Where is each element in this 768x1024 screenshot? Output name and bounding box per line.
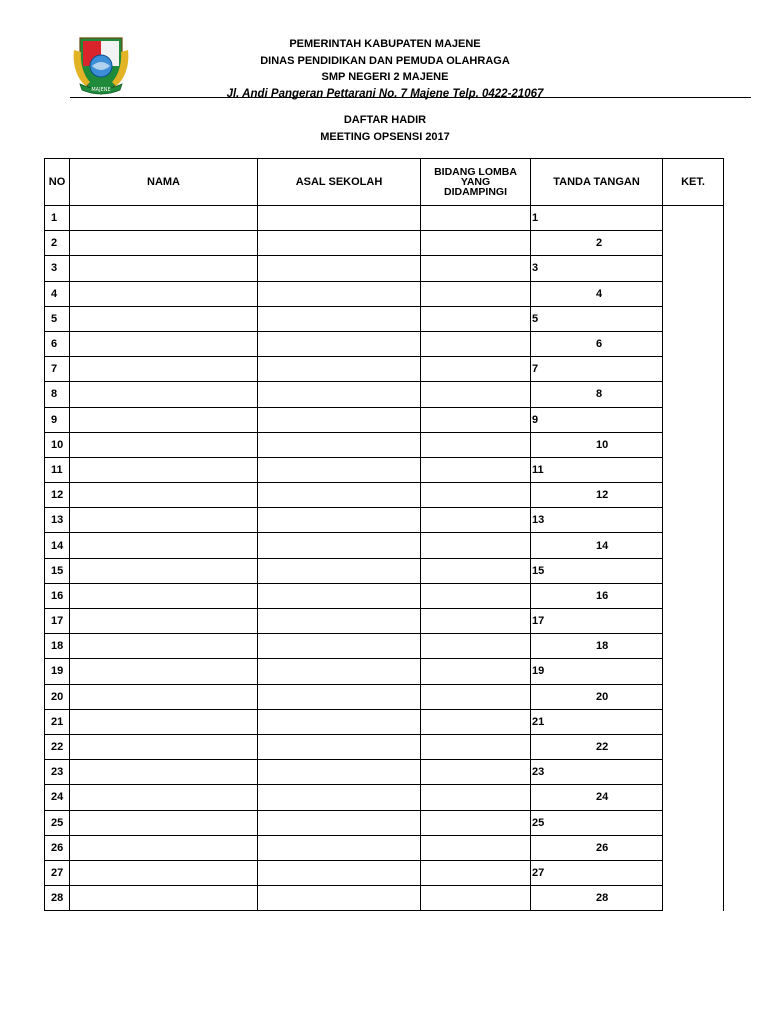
- tanda-tangan-cell: 18: [531, 634, 663, 659]
- table-row: [45, 810, 724, 835]
- school-name: SMP NEGERI 2 MAJENE: [321, 71, 449, 83]
- tanda-tangan-cell: 15: [531, 558, 663, 583]
- nama-cell: [70, 634, 258, 659]
- asal-sekolah-cell: [258, 231, 421, 256]
- tanda-tangan-cell: 6: [531, 331, 663, 356]
- asal-sekolah-cell: [258, 835, 421, 860]
- table-row: [45, 306, 724, 331]
- table-header-row: [45, 159, 724, 206]
- table-row: [45, 659, 724, 684]
- table-row: [45, 508, 724, 533]
- table-row: [45, 432, 724, 457]
- table-row: [45, 634, 724, 659]
- bidang-lomba-cell: [421, 281, 531, 306]
- header-no: NO: [45, 159, 70, 206]
- department-name: DINAS PENDIDIKAN DAN PEMUDA OLAHRAGA: [260, 54, 510, 67]
- tanda-tangan-cell: 23: [531, 760, 663, 785]
- bidang-lomba-cell: [421, 684, 531, 709]
- bidang-lomba-cell: [421, 256, 531, 281]
- bidang-lomba-cell: [421, 709, 531, 734]
- header-ket: KET.: [663, 159, 724, 206]
- bidang-lomba-cell: [421, 785, 531, 810]
- row-number: 3: [45, 256, 70, 281]
- asal-sekolah-cell: [258, 609, 421, 634]
- nama-cell: [70, 508, 258, 533]
- header-bidang-line-1: BIDANG LOMBA: [434, 166, 517, 178]
- table-row: [45, 785, 724, 810]
- table-row: [45, 558, 724, 583]
- letterhead-divider: [70, 97, 751, 98]
- table-row: [45, 256, 724, 281]
- tanda-tangan-cell: 2: [531, 231, 663, 256]
- nama-cell: [70, 432, 258, 457]
- asal-sekolah-cell: [258, 331, 421, 356]
- bidang-lomba-cell: [421, 206, 531, 231]
- table-row: [45, 886, 724, 911]
- bidang-lomba-cell: [421, 306, 531, 331]
- emblem-ribbon-text: MAJENE: [91, 87, 111, 93]
- asal-sekolah-cell: [258, 886, 421, 911]
- row-number: 23: [45, 760, 70, 785]
- attendance-table: [44, 158, 724, 911]
- table-row: [45, 760, 724, 785]
- bidang-lomba-cell: [421, 432, 531, 457]
- tanda-tangan-cell: 11: [531, 457, 663, 482]
- tanda-tangan-cell: 17: [531, 609, 663, 634]
- bidang-lomba-cell: [421, 558, 531, 583]
- table-row: [45, 684, 724, 709]
- bidang-lomba-cell: [421, 483, 531, 508]
- nama-cell: [70, 533, 258, 558]
- row-number: 21: [45, 709, 70, 734]
- asal-sekolah-cell: [258, 508, 421, 533]
- tanda-tangan-cell: 21: [531, 709, 663, 734]
- asal-sekolah-cell: [258, 684, 421, 709]
- tanda-tangan-cell: 24: [531, 785, 663, 810]
- tanda-tangan-cell: 13: [531, 508, 663, 533]
- majene-regency-emblem-icon: [72, 36, 130, 96]
- row-number: 22: [45, 734, 70, 759]
- asal-sekolah-cell: [258, 558, 421, 583]
- nama-cell: [70, 760, 258, 785]
- asal-sekolah-cell: [258, 457, 421, 482]
- attendance-table-wrapper: [44, 158, 724, 911]
- tanda-tangan-cell: 14: [531, 533, 663, 558]
- tanda-tangan-cell: 12: [531, 483, 663, 508]
- nama-cell: [70, 357, 258, 382]
- tanda-tangan-cell: 1: [531, 206, 663, 231]
- row-number: 5: [45, 306, 70, 331]
- bidang-lomba-cell: [421, 457, 531, 482]
- table-row: [45, 583, 724, 608]
- bidang-lomba-cell: [421, 583, 531, 608]
- asal-sekolah-cell: [258, 206, 421, 231]
- asal-sekolah-cell: [258, 407, 421, 432]
- table-row: [45, 483, 724, 508]
- nama-cell: [70, 483, 258, 508]
- table-row: [45, 835, 724, 860]
- table-row: [45, 331, 724, 356]
- row-number: 25: [45, 810, 70, 835]
- government-name: PEMERINTAH KABUPATEN MAJENE: [289, 38, 481, 50]
- nama-cell: [70, 306, 258, 331]
- tanda-tangan-cell: 26: [531, 835, 663, 860]
- bidang-lomba-cell: [421, 508, 531, 533]
- document-title: [200, 112, 570, 146]
- row-number: 1: [45, 206, 70, 231]
- tanda-tangan-cell: 22: [531, 734, 663, 759]
- bidang-lomba-cell: [421, 634, 531, 659]
- bidang-lomba-cell: [421, 609, 531, 634]
- asal-sekolah-cell: [258, 306, 421, 331]
- row-number: 2: [45, 231, 70, 256]
- bidang-lomba-cell: [421, 382, 531, 407]
- header-tanda-tangan: TANDA TANGAN: [531, 159, 663, 206]
- nama-cell: [70, 331, 258, 356]
- row-number: 9: [45, 407, 70, 432]
- bidang-lomba-cell: [421, 734, 531, 759]
- header-bidang-line-3: DIDAMPINGI: [444, 186, 507, 198]
- row-number: 4: [45, 281, 70, 306]
- row-number: 13: [45, 508, 70, 533]
- asal-sekolah-cell: [258, 810, 421, 835]
- bidang-lomba-cell: [421, 659, 531, 684]
- row-number: 18: [45, 634, 70, 659]
- row-number: 8: [45, 382, 70, 407]
- nama-cell: [70, 281, 258, 306]
- row-number: 17: [45, 609, 70, 634]
- tanda-tangan-cell: 25: [531, 810, 663, 835]
- table-row: [45, 231, 724, 256]
- table-row: [45, 457, 724, 482]
- row-number: 11: [45, 457, 70, 482]
- bidang-lomba-cell: [421, 835, 531, 860]
- nama-cell: [70, 609, 258, 634]
- title-line-2: MEETING OPSENSI 2017: [320, 131, 450, 143]
- tanda-tangan-cell: 19: [531, 659, 663, 684]
- nama-cell: [70, 457, 258, 482]
- nama-cell: [70, 382, 258, 407]
- nama-cell: [70, 256, 258, 281]
- bidang-lomba-cell: [421, 886, 531, 911]
- nama-cell: [70, 709, 258, 734]
- asal-sekolah-cell: [258, 483, 421, 508]
- nama-cell: [70, 659, 258, 684]
- bidang-lomba-cell: [421, 331, 531, 356]
- row-number: 24: [45, 785, 70, 810]
- tanda-tangan-cell: 9: [531, 407, 663, 432]
- table-row: [45, 407, 724, 432]
- tanda-tangan-cell: 7: [531, 357, 663, 382]
- nama-cell: [70, 734, 258, 759]
- header-asal-sekolah: ASAL SEKOLAH: [258, 159, 421, 206]
- row-number: 28: [45, 886, 70, 911]
- table-row: [45, 533, 724, 558]
- tanda-tangan-cell: 10: [531, 432, 663, 457]
- nama-cell: [70, 886, 258, 911]
- school-address: Jl. Andi Pangeran Pettarani No. 7 Majene Telp. 0422-21067: [226, 87, 544, 100]
- bidang-lomba-cell: [421, 231, 531, 256]
- title-line-1: DAFTAR HADIR: [343, 114, 427, 126]
- table-row: [45, 281, 724, 306]
- asal-sekolah-cell: [258, 860, 421, 885]
- table-row: [45, 382, 724, 407]
- nama-cell: [70, 558, 258, 583]
- table-row: [45, 709, 724, 734]
- asal-sekolah-cell: [258, 634, 421, 659]
- asal-sekolah-cell: [258, 734, 421, 759]
- bidang-lomba-cell: [421, 810, 531, 835]
- row-number: 10: [45, 432, 70, 457]
- table-row: [45, 609, 724, 634]
- header-nama: NAMA: [70, 159, 258, 206]
- asal-sekolah-cell: [258, 382, 421, 407]
- nama-cell: [70, 785, 258, 810]
- header-bidang-line-2: YANG: [460, 176, 491, 188]
- nama-cell: [70, 231, 258, 256]
- table-row: [45, 860, 724, 885]
- asal-sekolah-cell: [258, 659, 421, 684]
- row-number: 7: [45, 357, 70, 382]
- row-number: 26: [45, 835, 70, 860]
- row-number: 14: [45, 533, 70, 558]
- tanda-tangan-cell: 3: [531, 256, 663, 281]
- row-number: 12: [45, 483, 70, 508]
- asal-sekolah-cell: [258, 256, 421, 281]
- row-number: 20: [45, 684, 70, 709]
- asal-sekolah-cell: [258, 785, 421, 810]
- table-row: [45, 206, 724, 231]
- ket-cell: [663, 206, 724, 911]
- asal-sekolah-cell: [258, 760, 421, 785]
- tanda-tangan-cell: 20: [531, 684, 663, 709]
- tanda-tangan-cell: 4: [531, 281, 663, 306]
- nama-cell: [70, 810, 258, 835]
- bidang-lomba-cell: [421, 407, 531, 432]
- bidang-lomba-cell: [421, 533, 531, 558]
- asal-sekolah-cell: [258, 709, 421, 734]
- tanda-tangan-cell: 5: [531, 306, 663, 331]
- asal-sekolah-cell: [258, 357, 421, 382]
- row-number: 6: [45, 331, 70, 356]
- tanda-tangan-cell: 28: [531, 886, 663, 911]
- tanda-tangan-cell: 27: [531, 860, 663, 885]
- asal-sekolah-cell: [258, 533, 421, 558]
- asal-sekolah-cell: [258, 432, 421, 457]
- nama-cell: [70, 835, 258, 860]
- row-number: 19: [45, 659, 70, 684]
- nama-cell: [70, 860, 258, 885]
- asal-sekolah-cell: [258, 583, 421, 608]
- bidang-lomba-cell: [421, 860, 531, 885]
- header-bidang-lomba: [421, 159, 531, 206]
- letterhead: [0, 0, 768, 100]
- tanda-tangan-cell: 8: [531, 382, 663, 407]
- row-number: 27: [45, 860, 70, 885]
- table-row: [45, 734, 724, 759]
- row-number: 15: [45, 558, 70, 583]
- nama-cell: [70, 583, 258, 608]
- table-row: [45, 357, 724, 382]
- row-number: 16: [45, 583, 70, 608]
- nama-cell: [70, 206, 258, 231]
- letterhead-text: [200, 36, 570, 102]
- bidang-lomba-cell: [421, 357, 531, 382]
- table-body: [45, 206, 724, 911]
- nama-cell: [70, 684, 258, 709]
- bidang-lomba-cell: [421, 760, 531, 785]
- nama-cell: [70, 407, 258, 432]
- tanda-tangan-cell: 16: [531, 583, 663, 608]
- asal-sekolah-cell: [258, 281, 421, 306]
